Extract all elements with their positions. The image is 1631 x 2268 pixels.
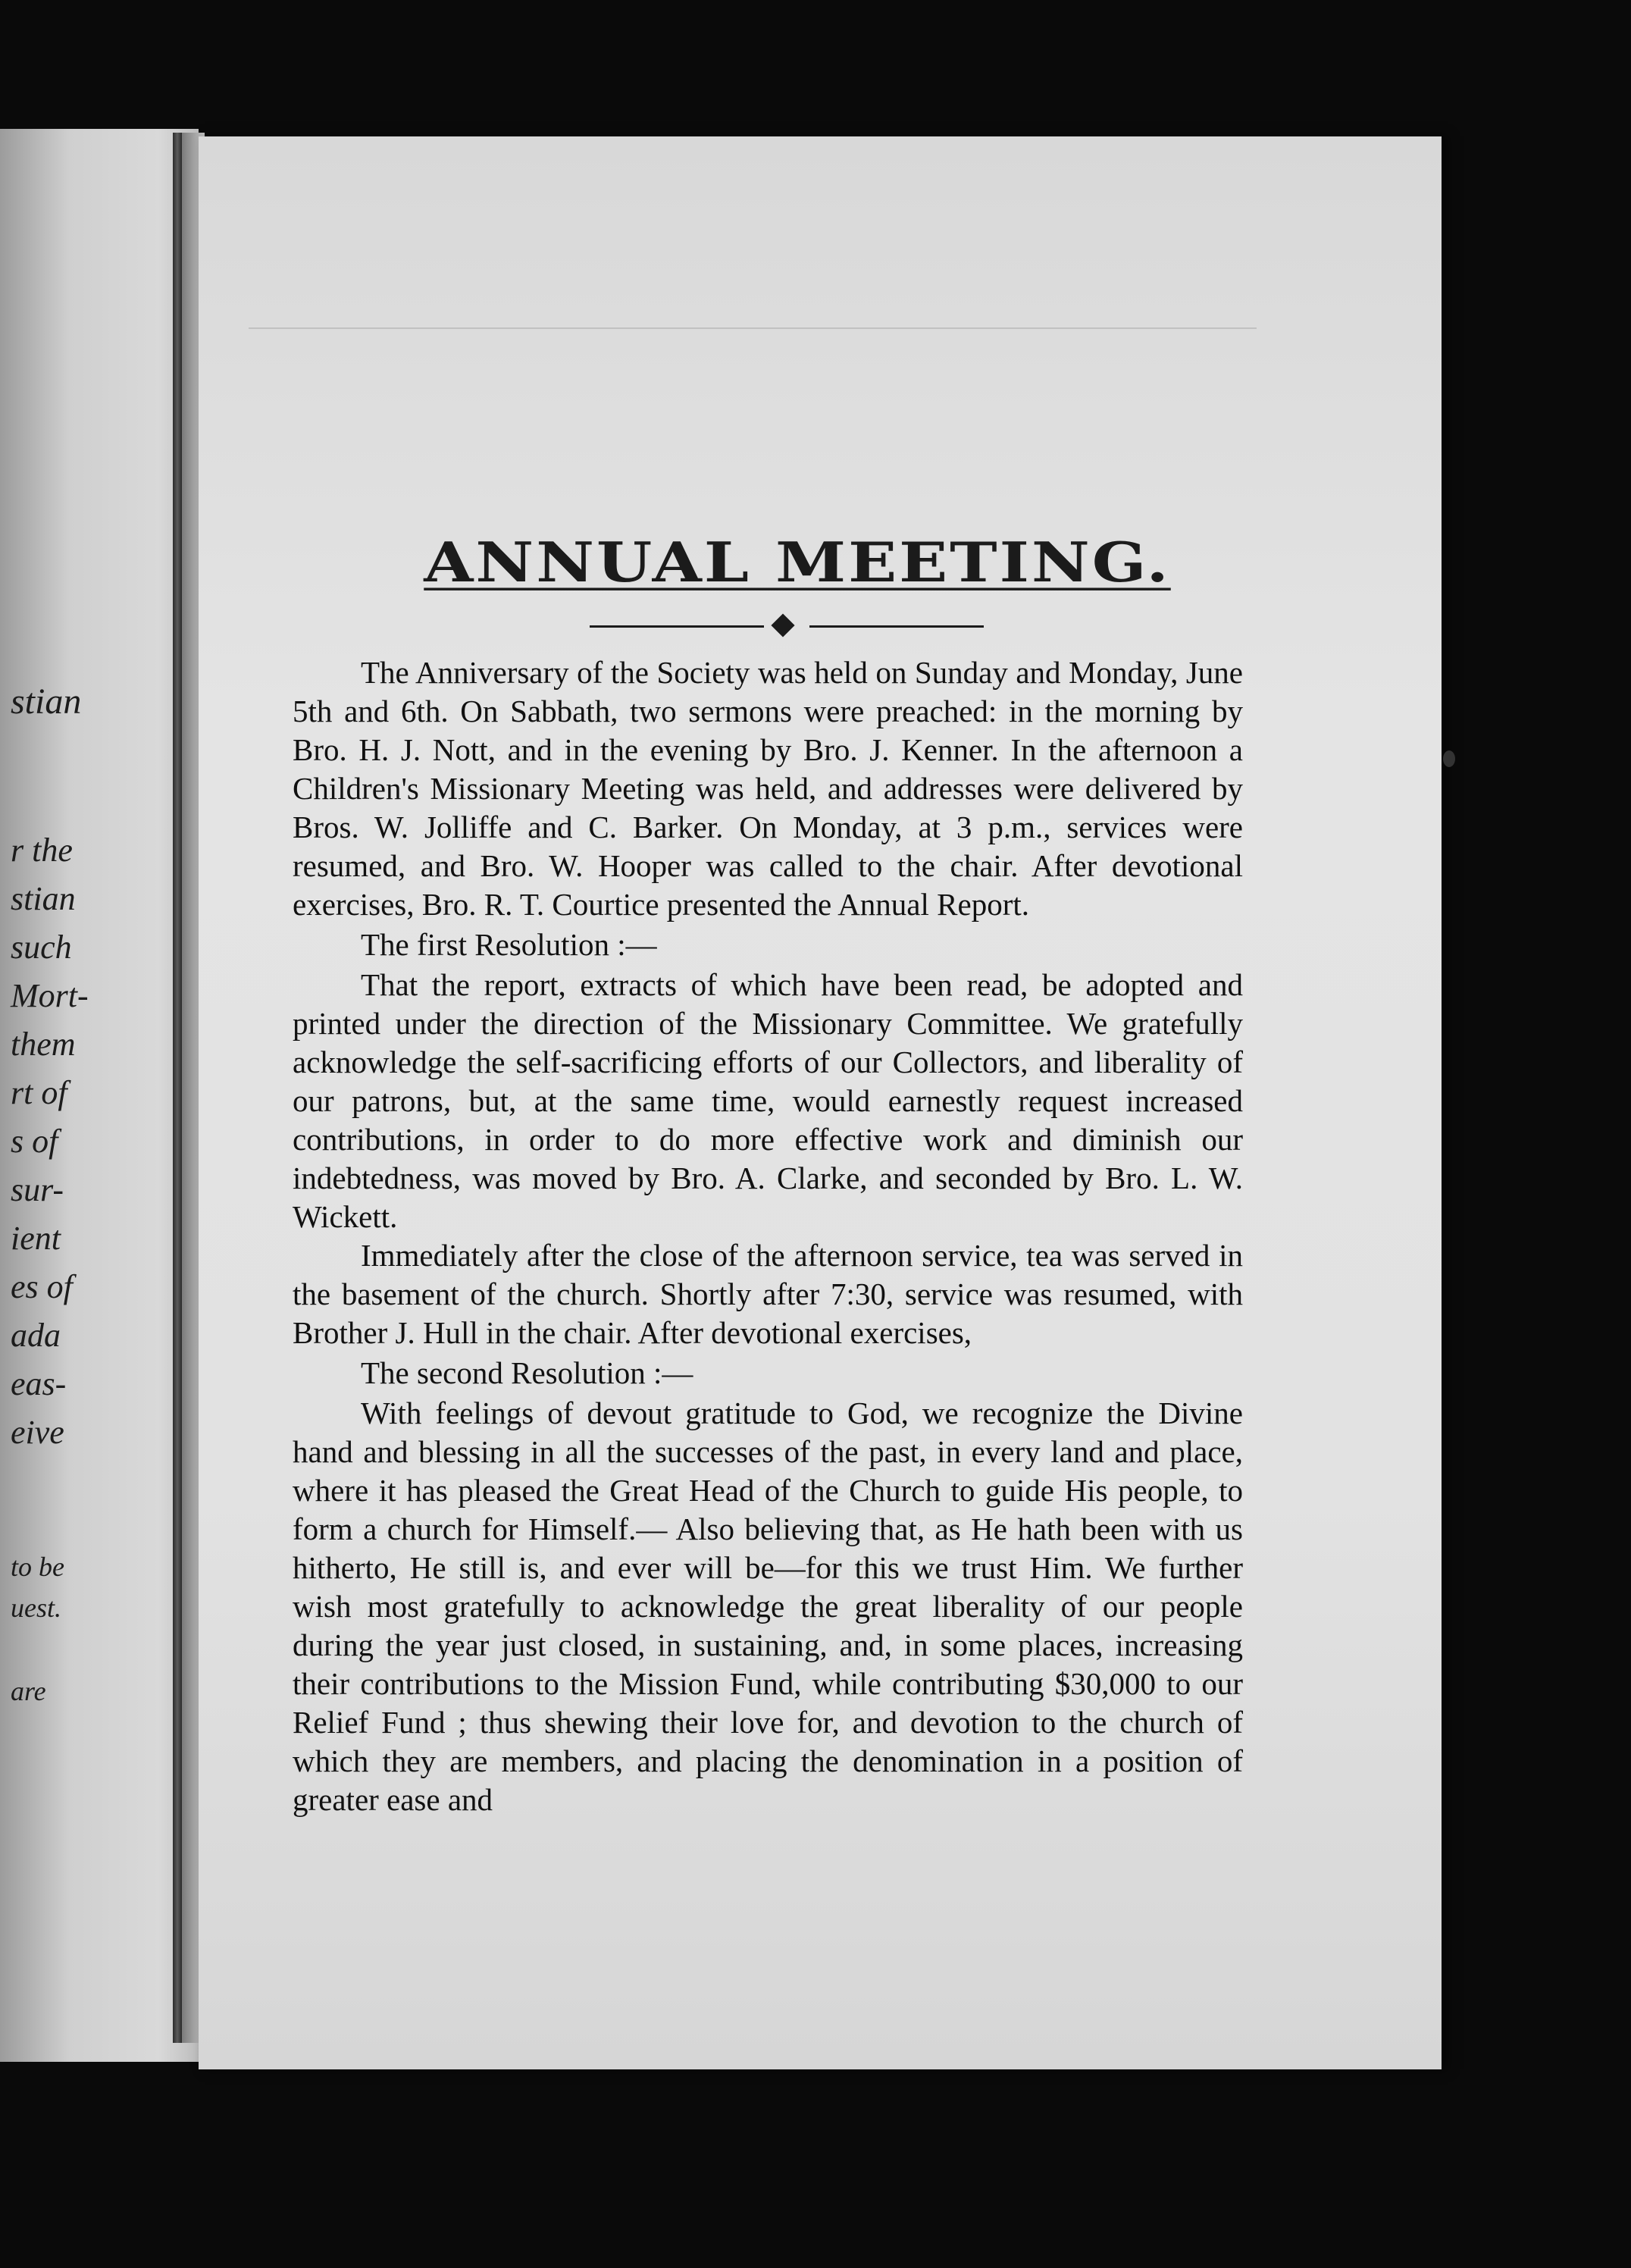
page-title: ANNUAL MEETING.: [424, 529, 1171, 595]
ink-smudge: [1443, 750, 1455, 767]
left-page-word: to be: [11, 1552, 64, 1582]
left-page-word: rt of: [11, 1074, 67, 1111]
bleed-through-rule: [249, 327, 1257, 329]
second-resolution-heading: The second Resolution :—: [361, 1355, 693, 1390]
left-page-word: s of: [11, 1123, 58, 1160]
article-body: [293, 653, 1243, 1819]
left-page-word: are: [11, 1676, 46, 1706]
document-page: [199, 136, 1442, 2069]
left-page-word: ada: [11, 1317, 61, 1354]
left-page-word: stian: [11, 681, 82, 722]
binding-gutter: [173, 133, 182, 2043]
left-page-word: sur-: [11, 1171, 64, 1208]
paragraph-first-resolution: That the report, extracts of which have been read, be adopted and printed under the direction of the Missionary Committee. We gratefully acknowledge the self-sacrificing efforts of our Collectors, and liberality of our patrons, but, at the same time, would earnestly request increased contributions, in order to do more effective work and diminish our indebtedness, was moved by Bro. A. Clarke, and seconded by Bro. L. W. Wickett.: [293, 967, 1243, 1234]
left-page-word: r the: [11, 832, 73, 869]
ornament-diamond: [771, 613, 794, 637]
left-page-word: es of: [11, 1268, 73, 1305]
left-page-word: eive: [11, 1414, 64, 1451]
paragraph-anniversary: The Anniversary of the Society was held on Sunday and Monday, June 5th and 6th. On Sabbath, two sermons were preached: in the morning by Bro. H. J. Nott, and in the evening by Bro. J. Kenner. In the afternoon a Children's Missionary Meeting was held, and addresses were delivered by Bros. W. Jolliffe and C. Barker. On Monday, at 3 p.m., services were resumed, and Bro. W. Hooper was called to the chair. After devotional exercises, Bro. R. T. Courtice presented the Annual Report.: [293, 655, 1243, 922]
ornament-line-right: [809, 625, 984, 628]
title-ornament: [590, 617, 984, 635]
left-page-word: them: [11, 1026, 76, 1063]
left-page-word: stian: [11, 880, 76, 917]
left-page-word: such: [11, 929, 72, 966]
left-page-word: ient: [11, 1220, 61, 1257]
left-page-fragment: [0, 129, 199, 2062]
left-page-word: uest.: [11, 1593, 61, 1623]
first-resolution-heading: The first Resolution :—: [361, 927, 657, 962]
left-page-word: eas-: [11, 1365, 67, 1402]
left-page-word: Mort-: [11, 977, 89, 1014]
paragraph-evening-service: Immediately after the close of the afternoon service, tea was served in the basement of the church. Shortly after 7:30, service was resumed, with Brother J. Hull in the chair. After devotional exercises,: [293, 1238, 1243, 1350]
ornament-line-left: [590, 625, 764, 628]
paragraph-second-resolution: With feelings of devout gratitude to God, we recognize the Divine hand and blessing in all the successes of the past, in every land and place, where it has pleased the Great Head of the Church to guide His people, to form a church for Himself.— Also believing that, as He hath been with us hitherto, He still is, and ever will be—for this we trust Him. We further wish most gratefully to acknowledge the great liberality of our people during the year just closed, in sustaining, and, in some places, increasing their contributions to the Mission Fund, while contributing $30,000 to our Relief Fund ; thus shewing their love for, and devotion to the church of which they are members, and placing the denomination in a position of greater ease and: [293, 1396, 1243, 1817]
